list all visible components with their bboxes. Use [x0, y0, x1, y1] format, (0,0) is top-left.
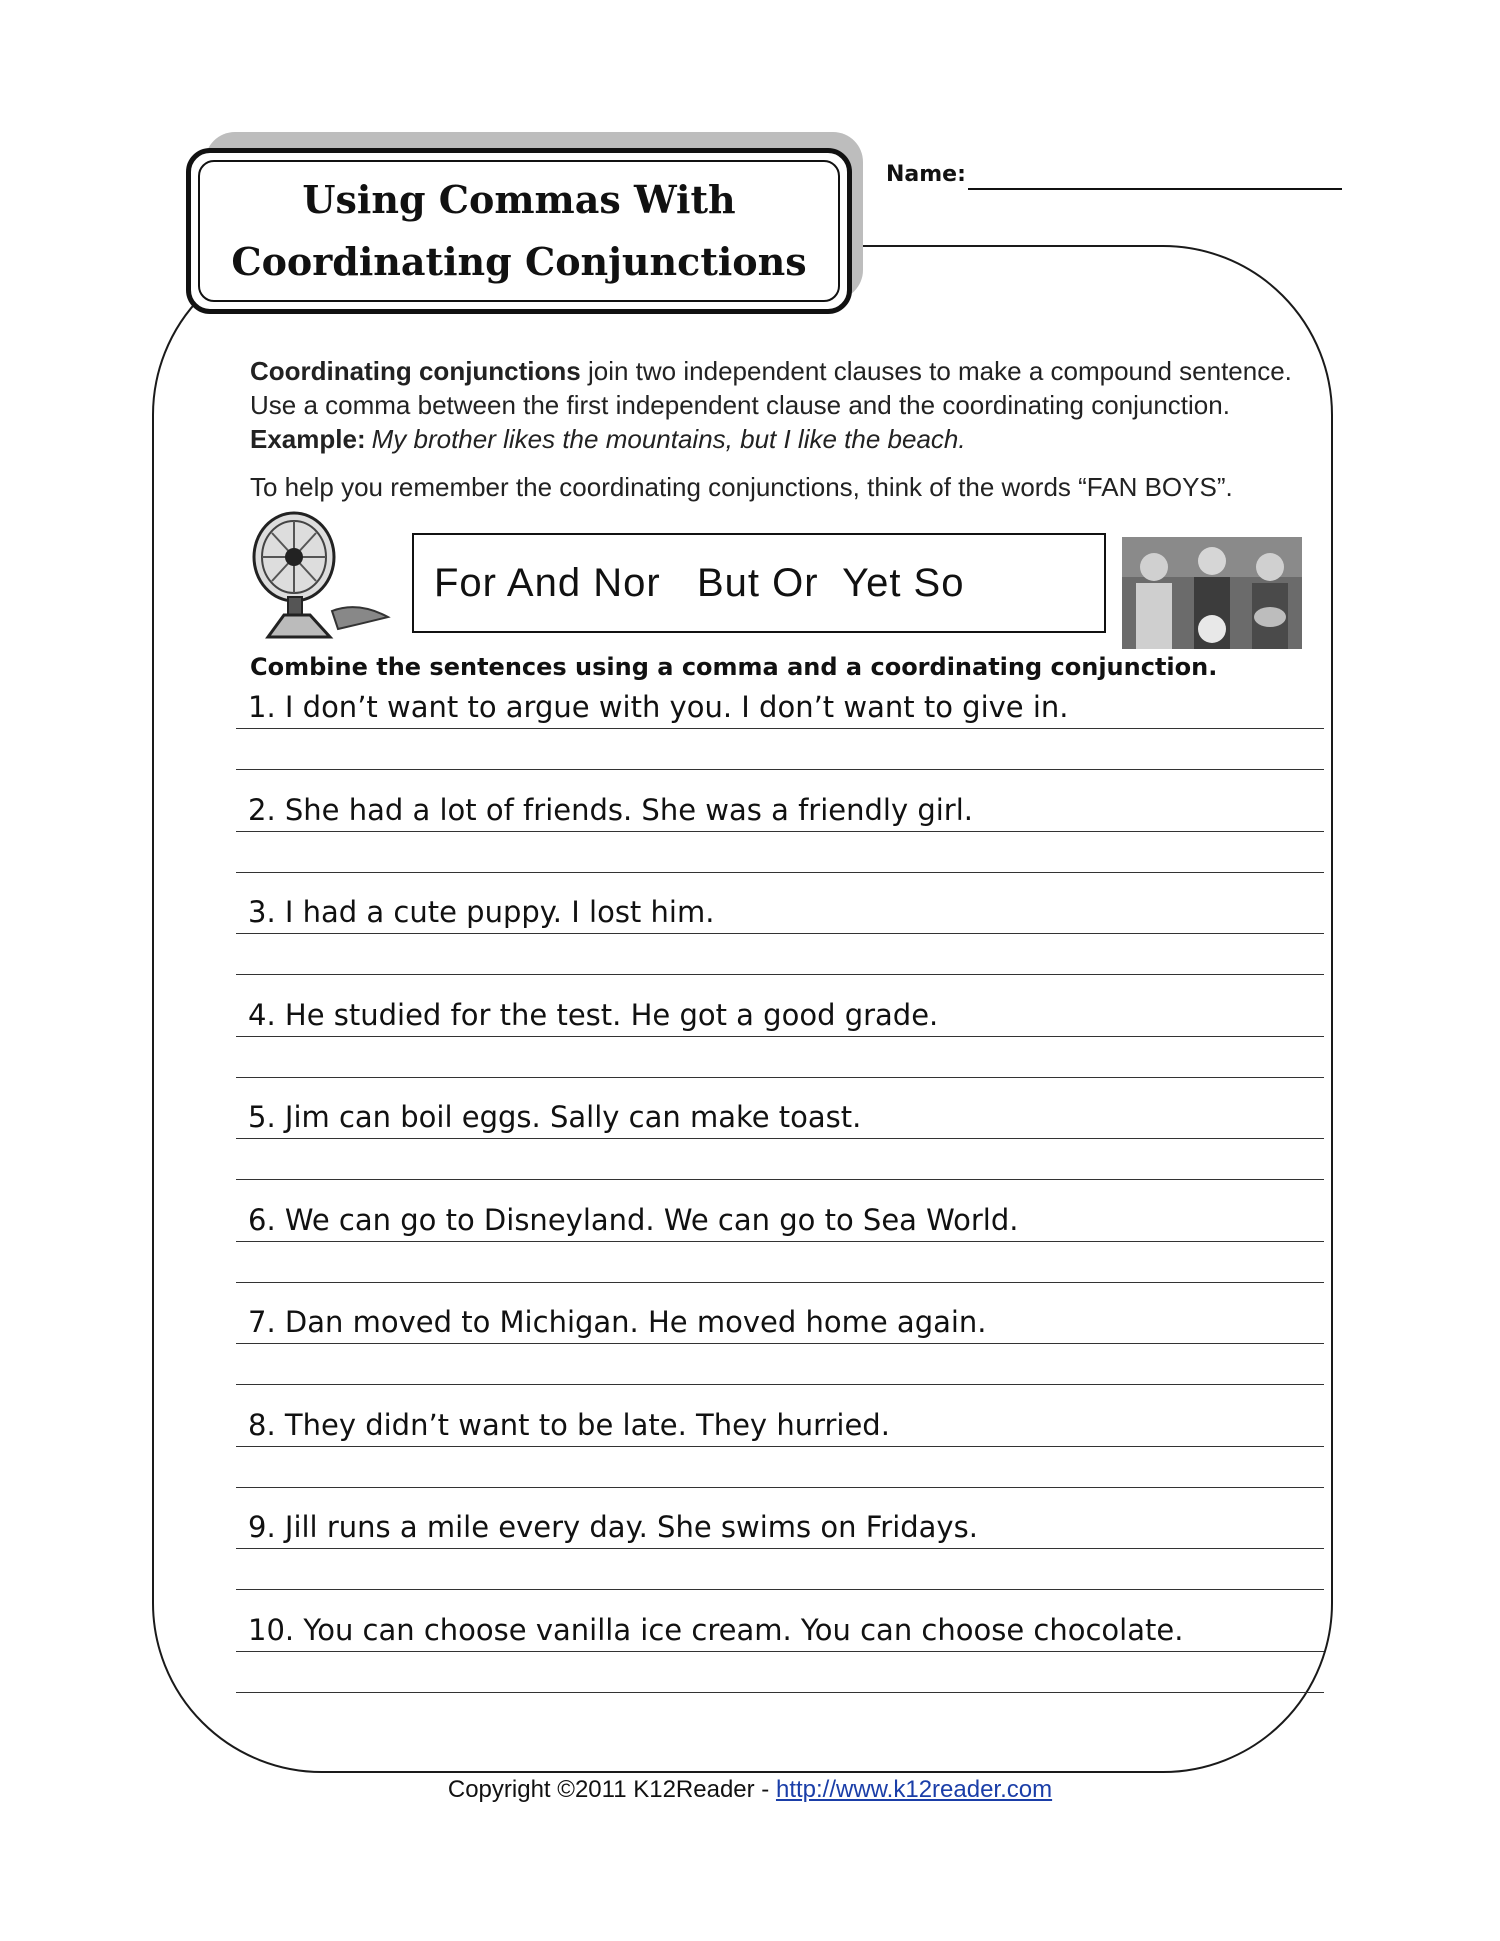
intro-paragraph [250, 354, 1310, 456]
example-label: Example: [250, 424, 366, 454]
fan-illustration [248, 505, 396, 645]
exercise-item [236, 1300, 1324, 1403]
kids-photo [1122, 537, 1302, 649]
answer-line[interactable] [236, 974, 1324, 975]
exercise-prompt: 2. She had a lot of friends. She was a friendly girl. [248, 792, 973, 827]
exercise-prompt: 8. They didn’t want to be late. They hurried. [248, 1407, 890, 1442]
fanboys-box [412, 533, 1106, 633]
exercise-prompt: 9. Jill runs a mile every day. She swims on Fridays. [248, 1510, 978, 1544]
exercise-item [236, 1403, 1324, 1506]
answer-line[interactable] [236, 1548, 1324, 1549]
exercise-list [236, 685, 1324, 1710]
answer-line[interactable] [236, 1651, 1324, 1652]
fanboys-words: For And Nor But Or Yet So [434, 560, 965, 605]
exercise-prompt: 10. You can choose vanilla ice cream. You can choose chocolate. [248, 1612, 1184, 1647]
title-line-1: Using Commas With [302, 177, 736, 222]
answer-line[interactable] [236, 1446, 1324, 1447]
help-text: To help you remember the coordinating conjunctions, think of the words “FAN BOYS”. [250, 472, 1233, 502]
answer-line[interactable] [236, 769, 1324, 770]
title-inner [198, 160, 840, 302]
exercise-item [236, 788, 1324, 891]
intro-text: join two independent clauses to make a compound sentence. Use a comma between the first independent clause and the coordinating conjunction. [250, 356, 1292, 420]
answer-line[interactable] [236, 1487, 1324, 1488]
exercise-item [236, 1095, 1324, 1198]
example-text: My brother likes the mountains, but I like the beach. [371, 424, 966, 454]
answer-line[interactable] [236, 1692, 1324, 1693]
exercise-prompt: 1. I don’t want to argue with you. I don’t want to give in. [248, 690, 1069, 724]
answer-line[interactable] [236, 1282, 1324, 1283]
answer-line[interactable] [236, 1384, 1324, 1385]
exercise-prompt: 7. Dan moved to Michigan. He moved home again. [248, 1305, 987, 1339]
title-box [186, 148, 852, 314]
answer-line[interactable] [236, 1589, 1324, 1590]
copyright-text: Copyright ©2011 K12Reader - [447, 1776, 776, 1803]
answer-line[interactable] [236, 872, 1324, 873]
name-label: Name: [886, 162, 966, 187]
answer-line[interactable] [236, 1241, 1324, 1242]
intro-term: Coordinating conjunctions [250, 356, 581, 386]
exercise-item [236, 1608, 1324, 1711]
title-line-2: Coordinating Conjunctions [231, 239, 807, 284]
answer-line[interactable] [236, 1138, 1324, 1139]
answer-line[interactable] [236, 933, 1324, 934]
answer-line[interactable] [236, 1179, 1324, 1180]
answer-line[interactable] [236, 831, 1324, 832]
exercise-item [236, 685, 1324, 788]
exercise-item [236, 1505, 1324, 1608]
exercise-prompt: 5. Jim can boil eggs. Sally can make toast. [248, 1100, 862, 1134]
instruction: Combine the sentences using a comma and a coordinating conjunction. [250, 653, 1218, 681]
answer-line[interactable] [236, 728, 1324, 729]
exercise-prompt: 4. He studied for the test. He got a good grade. [248, 997, 939, 1032]
website-link[interactable]: http://www.k12reader.com [775, 1776, 1053, 1803]
exercise-prompt: 6. We can go to Disneyland. We can go to Sea World. [248, 1202, 1019, 1237]
name-blank-line[interactable] [968, 188, 1342, 190]
answer-line[interactable] [236, 1343, 1324, 1344]
answer-line[interactable] [236, 1077, 1324, 1078]
exercise-prompt: 3. I had a cute puppy. I lost him. [248, 895, 715, 929]
answer-line[interactable] [236, 1036, 1324, 1037]
exercise-item [236, 993, 1324, 1096]
exercise-item [236, 890, 1324, 993]
footer [0, 1776, 1500, 1804]
exercise-item [236, 1198, 1324, 1301]
